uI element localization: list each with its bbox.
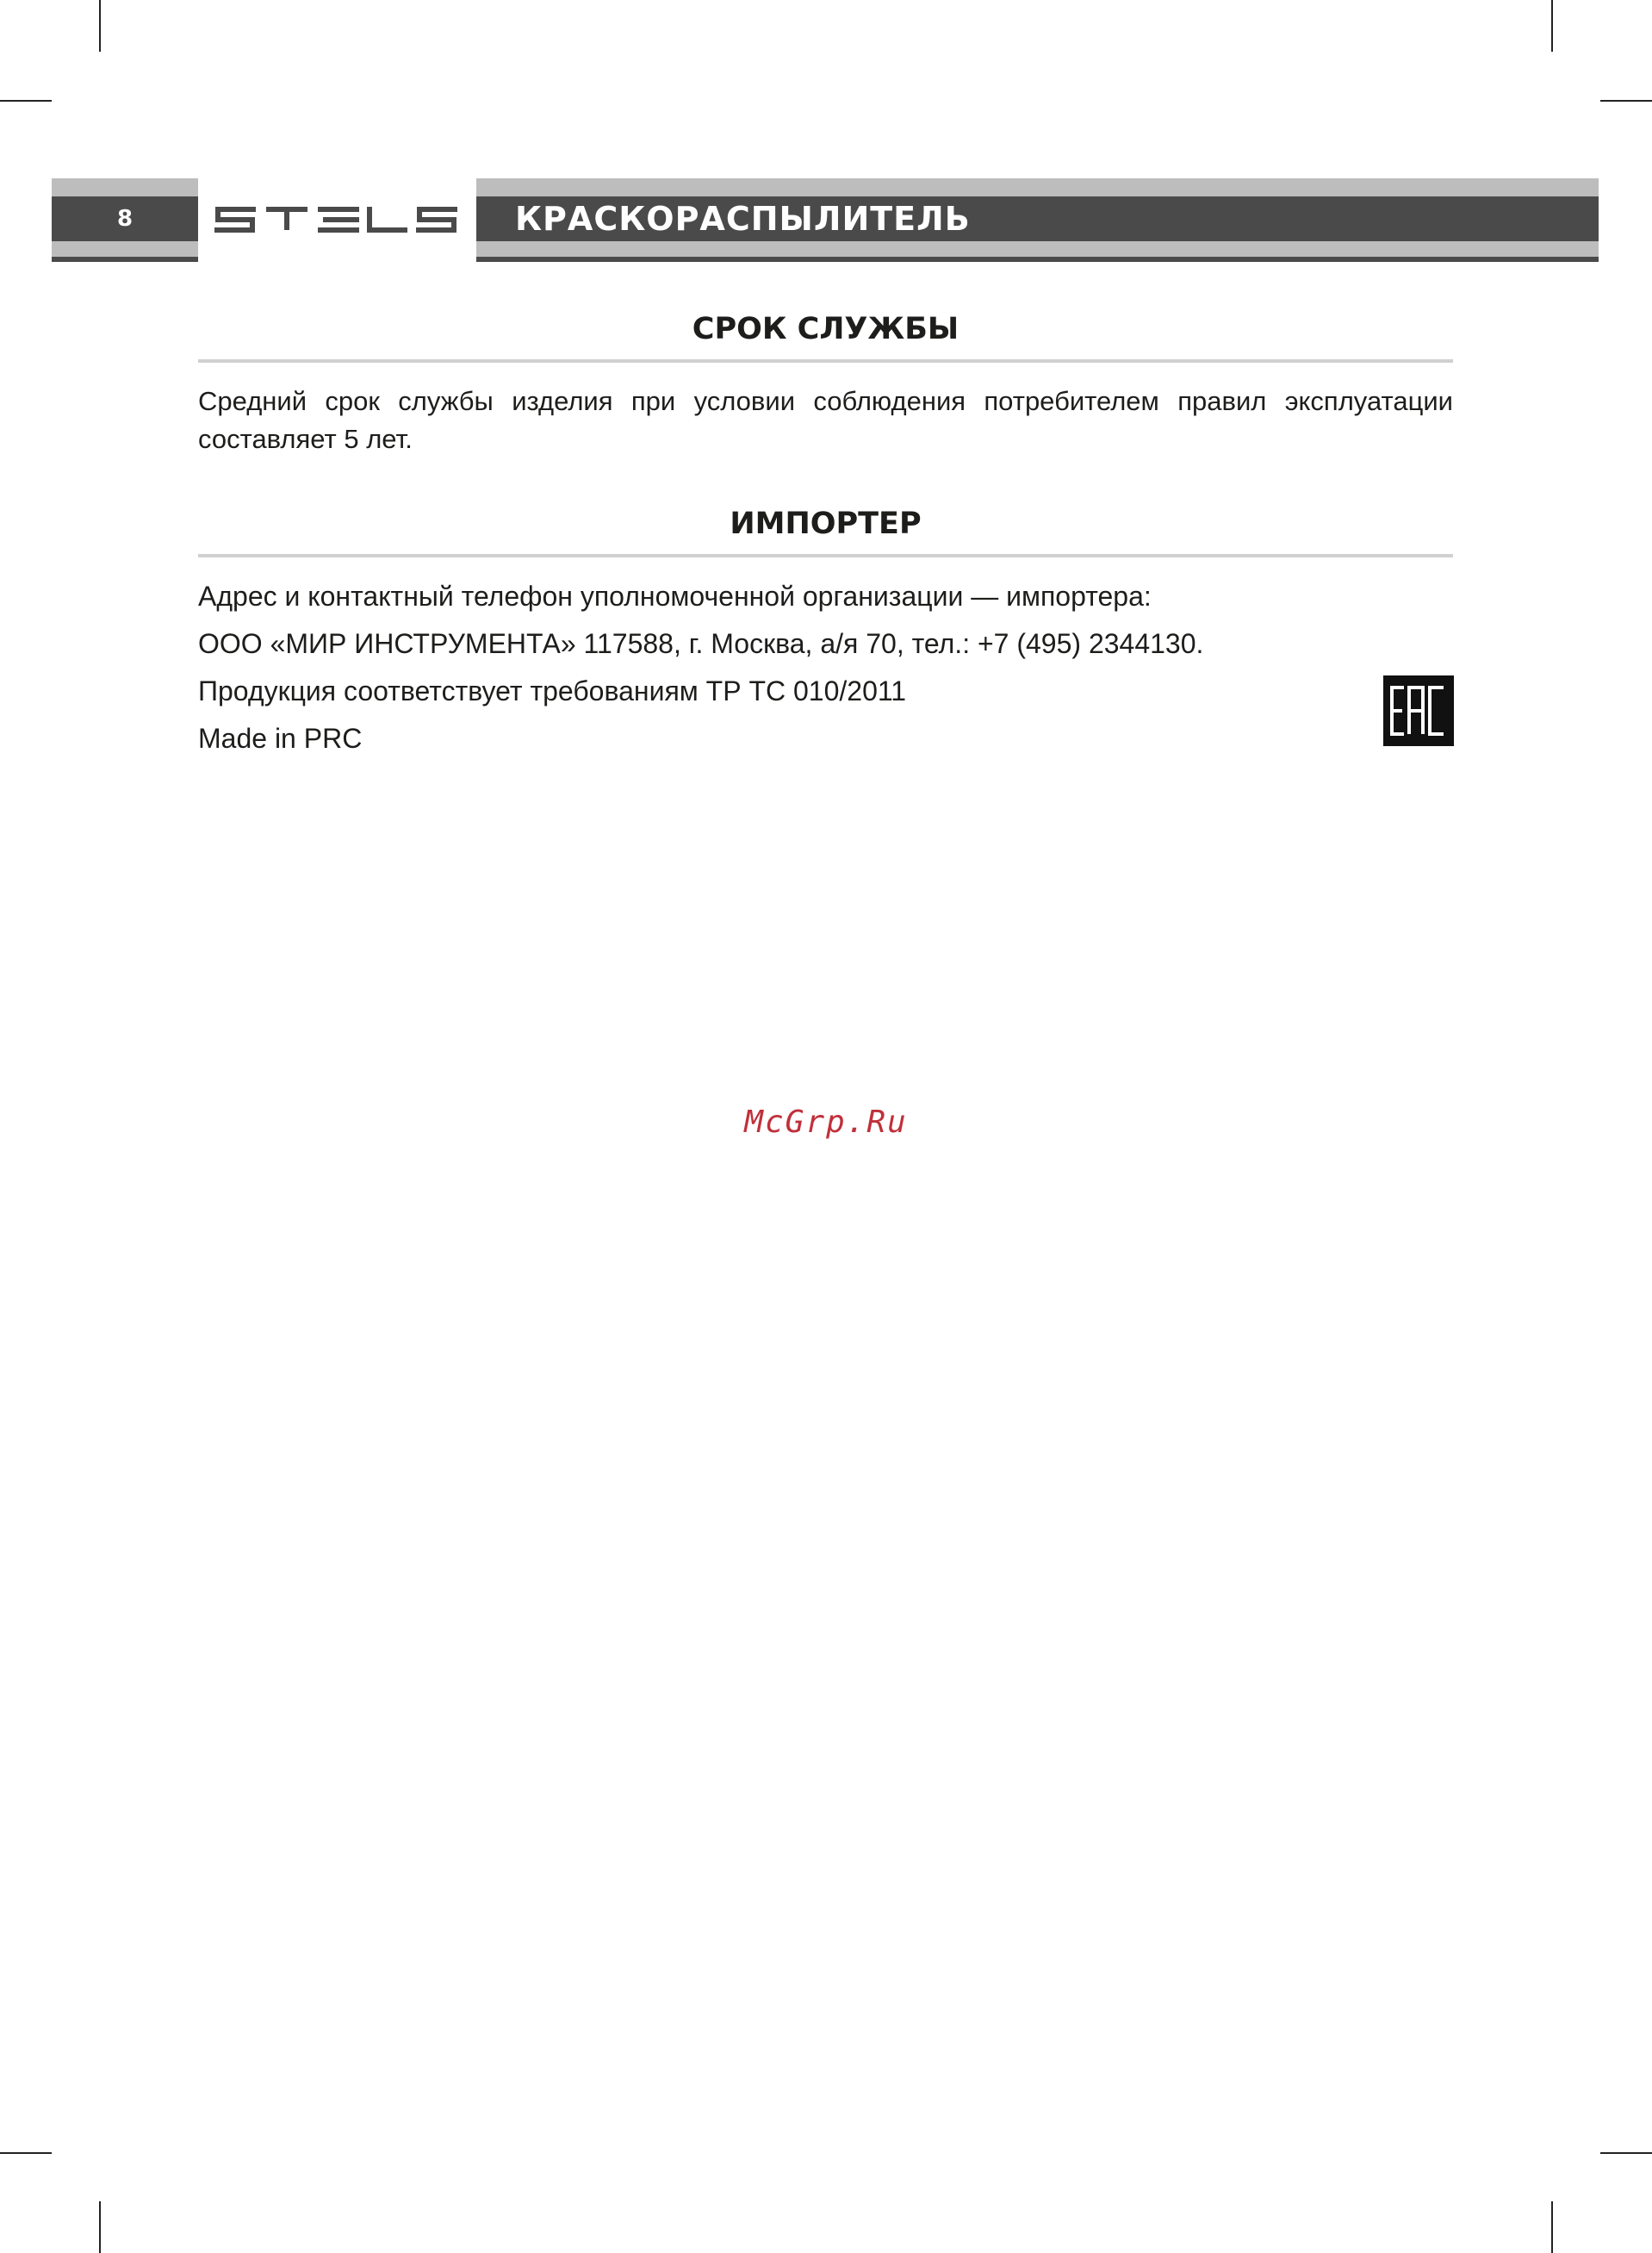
importer-heading: ИМПОРТЕР bbox=[730, 507, 922, 541]
crop-mark bbox=[1551, 0, 1553, 52]
importer-address-label: Адрес и контактный телефон уполномоченной организации — импортера: bbox=[198, 581, 1152, 612]
conformity-statement: Продукция соответствует требованиям ТР ТС 010/2011 bbox=[198, 675, 907, 706]
service-life-text: Средний срок службы изделия при условии соблюдения потребителем правил эксплуатации составляет 5 лет. bbox=[198, 386, 1453, 454]
section-divider bbox=[198, 359, 1453, 363]
importer-address: ООО «МИР ИНСТРУМЕНТА» 117588, г. Москва, а/я 70, тел.: +7 (495) 2344130. bbox=[198, 628, 1204, 659]
origin-statement: Made in PRC bbox=[198, 723, 363, 754]
crop-mark bbox=[99, 0, 101, 52]
crop-mark bbox=[1600, 2152, 1652, 2154]
crop-mark bbox=[99, 2201, 101, 2253]
product-title: КРАСКОРАСПЫЛИТЕЛЬ bbox=[515, 200, 971, 238]
eac-mark bbox=[1383, 675, 1454, 746]
crop-mark bbox=[0, 2152, 52, 2154]
service-life-heading: СРОК СЛУЖБЫ bbox=[692, 312, 960, 346]
stels-logo bbox=[213, 207, 459, 233]
section-divider bbox=[198, 554, 1453, 557]
crop-mark bbox=[1551, 2201, 1553, 2253]
page-number: 8 bbox=[116, 206, 134, 232]
watermark: McGrp.Ru bbox=[744, 1105, 908, 1140]
crop-mark bbox=[1600, 100, 1652, 102]
crop-mark bbox=[0, 100, 52, 102]
